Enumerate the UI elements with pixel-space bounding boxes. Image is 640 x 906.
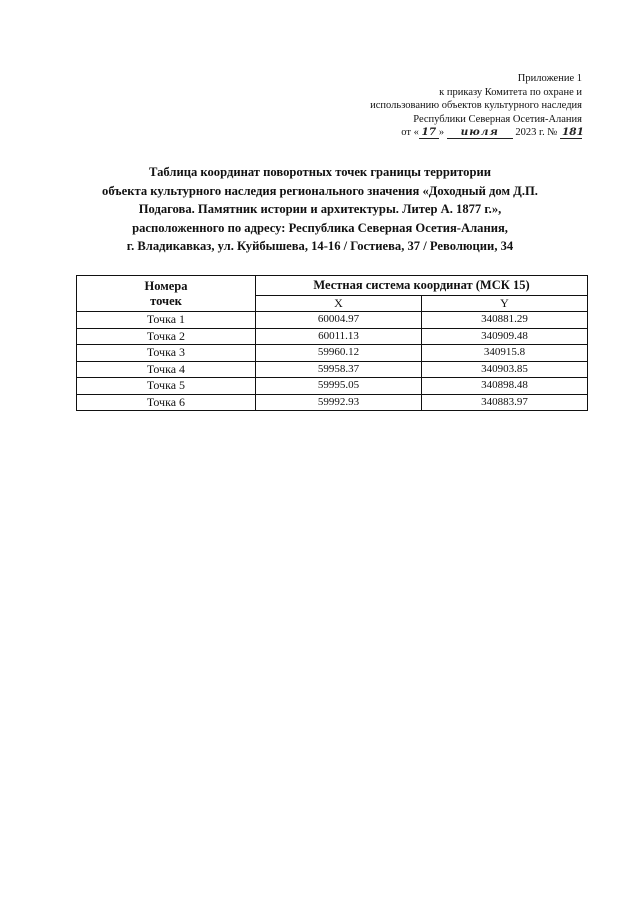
date-mid: » <box>438 127 445 138</box>
point-y: 340883.97 <box>422 394 588 411</box>
point-x: 59992.93 <box>256 394 422 411</box>
appendix-committee: использованию объектов культурного наследия <box>370 100 582 111</box>
coordinates-table <box>76 275 588 411</box>
point-name: Точка 3 <box>77 345 256 362</box>
point-y: 340881.29 <box>422 312 588 329</box>
point-x: 59960.12 <box>256 345 422 362</box>
date-year: 2023 г. № <box>515 127 558 138</box>
date-prefix: от « <box>401 127 419 138</box>
appendix-title: Приложение 1 <box>517 73 582 84</box>
point-y: 340898.48 <box>422 378 588 395</box>
appendix-order-ref: к приказу Комитета по охране и <box>439 86 582 98</box>
date-month-handwritten: июля <box>447 127 513 139</box>
title-line-5: г. Владикавказ, ул. Куйбышева, 14-16 / Гостиева, 37 / Революции, 34 <box>126 239 514 254</box>
table-row <box>77 312 588 329</box>
table-row <box>77 361 588 378</box>
point-name: Точка 5 <box>77 378 256 395</box>
point-x: 59958.37 <box>256 361 422 378</box>
title-line-2: объекта культурного наследия регионального значения «Доходный дом Д.П. <box>102 183 538 198</box>
header-y: Y <box>422 296 588 312</box>
table-row <box>77 394 588 411</box>
header-points-line1: Номера <box>144 278 188 293</box>
point-y: 340903.85 <box>422 361 588 378</box>
header-coordinate-system: Местная система координат (МСК 15) <box>256 276 588 296</box>
table-row <box>77 345 588 362</box>
point-name: Точка 1 <box>77 312 256 329</box>
point-x: 60011.13 <box>256 328 422 345</box>
order-number-handwritten: 181 <box>562 126 584 138</box>
title-line-3: Подагова. Памятник истории и архитектуры. Литер А. 1877 г.», <box>138 202 502 217</box>
point-name: Точка 6 <box>77 394 256 411</box>
point-y: 340915.8 <box>422 345 588 362</box>
header-point-numbers <box>77 276 256 312</box>
point-x: 59995.05 <box>256 378 422 395</box>
header-x: X <box>256 296 422 312</box>
date-day-handwritten: 17 <box>419 127 439 139</box>
header-points-line2: точек <box>150 293 182 308</box>
table-row <box>77 328 588 345</box>
appendix-block <box>282 72 582 140</box>
point-x: 60004.97 <box>256 312 422 329</box>
point-name: Точка 4 <box>77 361 256 378</box>
title-line-1: Таблица координат поворотных точек границы территории <box>149 165 491 179</box>
appendix-date-line <box>282 126 582 140</box>
title-line-4: расположенного по адресу: Республика Северная Осетия-Алания, <box>132 220 508 235</box>
point-y: 340909.48 <box>422 328 588 345</box>
point-name: Точка 2 <box>77 328 256 345</box>
document-title <box>60 163 580 256</box>
table-row <box>77 378 588 395</box>
appendix-republic: Республики Северная Осетия-Алания <box>413 113 582 125</box>
